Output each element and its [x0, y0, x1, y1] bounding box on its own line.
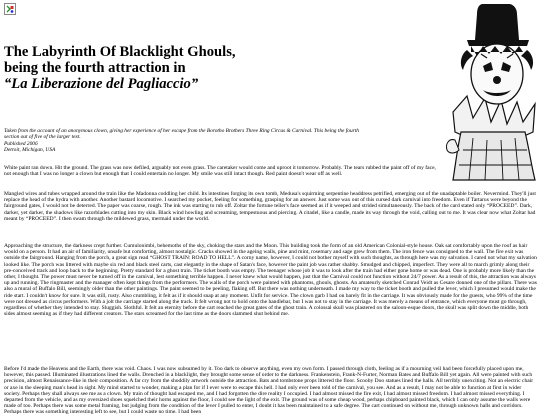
intro-line-1: Taken from the account of an anonymous clown, giving her experience of her escape from the Borotho Brothers Three Ring Circus & Carnival. This being the fourth — [4, 128, 359, 134]
title-line-1: The Labyrinth Of Blacklight Ghouls, — [4, 44, 236, 60]
intro-block — [4, 128, 444, 154]
paragraph-3: Approaching the structure, the darkness crept further. Cumulonimbi, behemoths of the sky, choking the stars and the Moon. This building took the form of an old American Colonial-style house. Oak sat comfortably upon the roof as hair would on a person. It had an air of familiarity, unsafe but comforting, almost nostalgic. Cracks showed in the ageing walls, pine and mint, rosemary and sage grew from them. The iron fence was consigned to the wall. The fire exit was outside the fairground. Hanging from the porch, a great sign read “GHOST TRAIN: ROAD TO HELL”. A corny name, however, I could not bother myself with such thoughts, as through here was my salvation. I cared not what my salvation looked like. The porch was littered with maybe six red and black steel carts, cast elegantly in the shape of Satan's face, however the paint job was rather shabby. Smudged and chipped, imperfect. They were all to march grimly along their pre-conceived track and loop back to the beginning. Pretty standard for a ghost train. The ticket booth was empty. The teenager whose job it was to look after the train had either gone home or was dead. One is probably more likely than the other, I thought. The power must never be turned off in the carnival, lest something terrible happen. I never knew what would happen, just that the Carnival could not function without 24/7 power. As a result of this, the attraction was always up and running. The ringmaster and the manager often kept things from the performers. The walls of the porch were painted with phantoms, ghouls, ghosts. An amateurly sketched Conrad Veidt as Cesare donned one of the pillars. There was also a mural of Buffalo Bill, seemingly older than the other paintings. The paint seemed to be peeling, flaking off. But there was nothing underneath. I made my way to the ticket booth and pulled the lever, which I presumed would make the ride start. I couldn't know for sure. It was still, rusty. Also crumbling, it felt as if it should snap at any moment. Unfit for service. The clown garb I had on barely fit in the carriage. It was obviously made for the guests, who 99% of the time were not dressed as circus performers. With a jolt the carriage started along the track. It felt wrong not to hold onto the handlebar, but I was not to stay in the carriage. It was merely a means of entrance, which everyone must go through, regardless of whether they intended to stay. Sluggish. Slothful. It felt an eternity before the cart reached the great gates of the ghost train. A colossal skull was plastered on the saloon-esque doors, the skull was split down the middle, both sides almost seeming as if they had different creators. The stars screamed for the last time as the doors slammed shut behind me. — [4, 243, 537, 318]
publication-year: Published 2006 — [4, 140, 38, 147]
title-line-2: being the fourth attraction in — [4, 60, 186, 76]
broken-image-icon — [4, 3, 16, 15]
paragraph-4: Before I'd made the Heavens and the Earth, there was void. Chaos. I was now subsumed by it. Too dark to observe anything, even my own form. I passed through cloth, feeling as if a mourning veil had been forcefully placed upon me, however, this passed. Illuminated illustrations lined the walls. Drenched in a blacklight, they brought some sense of order to the darkness. Frankenstein, Frank-N-Furter, Norman Bates and Buffalo Bill yet again. All were painted with such precision, almost Renaissance-like in their composition. A far cry from the shoddily artwork outside the attraction. Bats and tombstone props littered the floor. Scooby Doo statues lined the halls. All terribly unexciting. Not an electric chair or axe in the sleeping man's head in sight. My mind started to wonder, making a plan for if I ever were to escape this hell. I had only ever been told of the carnival, you see. And as a result, I may not be able to function at first in wider society. Perhaps they shall always see me as a clown. My train of thought had escaped me, and I had forgotten the dire reality I occupied. I had almost missed the fire exit, I had almost missed freedom. I had almost missed everything. I departed from the vehicle, and as my oversized shoes squelched their horns against the floor, I could see the light of the exit. The ground was of some cheap wood, perhaps chipboard painted black, which I can only assume the walls were made of too. Perhaps there was some metal framing, but judging from the condition of the lever I pulled to enter, I doubt it has been maintained to a safe degree. The cart continued on without me, through unknown halls and corridors. Perhaps there was something interesting left to see, but I could waste no time. I had been — [4, 366, 534, 416]
paragraph-2: Mangled wires and tubes wrapped around the train like the Madonna coddling her child. Its intestines forging its own tomb, Medusa's squirming serpentine headdress petrified, emerging out of the unadaptable boiler. Nevermind. They'll just replace the head of the hydra with another. Another bastard locomotive. I searched my pocket, feeling for something, grasping for an answer. Just some wax out of this cursed dark carnival into freedom. Even if Tartarus were beyond the fairground gates, I would not be deterred. The paper was coarse, rough. The ink was starting to rub off. Zoltar the fortune teller's face seemed as if it weeped and strided simultaneously. The back of the card stated only “PROCEED”. Dark, darker, yet darker, the shadows like razorblades cutting into my skin. Black wind howling and screaming, tempestuous and piercing. A citadel, like a candle, made its way through the void, calling out to me. It was clear now what Zoltar had meant by “PROCEED”. I then swam through the mildewed grass, mermaid under the world. — [4, 191, 536, 222]
clown-illustration — [443, 0, 540, 180]
publication-place: Detroit, Michigan, USA — [4, 147, 56, 154]
intro-line-2: section out of five of the larger text. — [4, 134, 81, 141]
document-title — [4, 44, 434, 92]
paragraph-1: White paint ran down. Hit the ground. The grass was now defiled, arguably not even grass. The caretaker would come and uproot it tomorrow. Probably. The tears rubbed the paint off of my face, not enough that I was no longer a clown but enough that I could entertain no longer. My smile was still intact though. Red paint doesn't wear off as well. — [4, 165, 436, 178]
title-line-3: “La Liberazione del Pagliaccio” — [4, 76, 199, 92]
